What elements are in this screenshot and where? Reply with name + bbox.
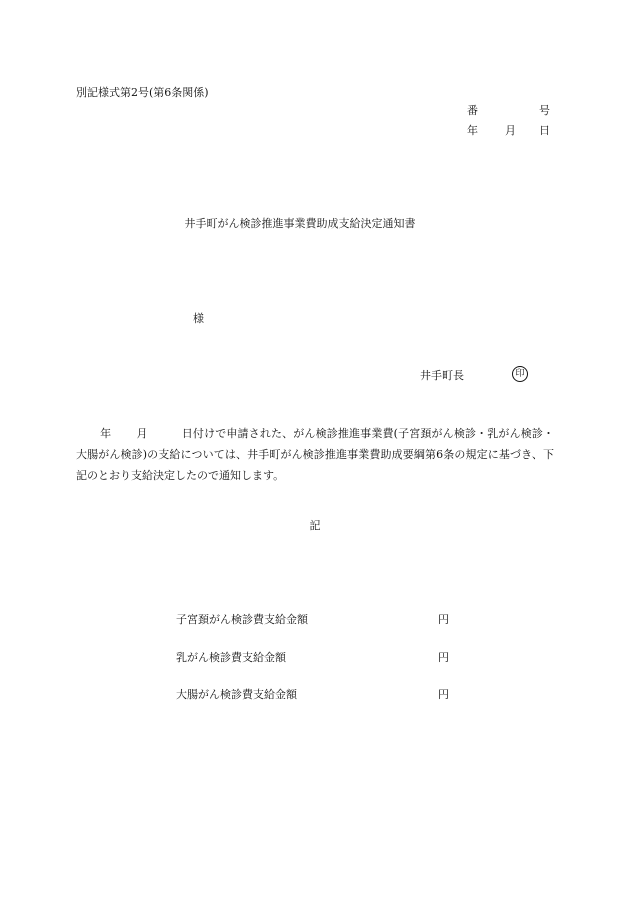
recipient-honorific: 様 — [193, 312, 204, 325]
body-text: 日付けで申請された、がん検診推進事業費(子宮頚がん検診・乳がん検診・大腸がん検診)の支給については、井手町がん検診推進事業費助成要綱第6条の規定に基づき、下記のとおり支給決定したので通知します。 — [76, 427, 555, 482]
amount-label-breast: 乳がん検診費支給金額 — [176, 651, 286, 664]
form-number-label: 別記様式第2号(第6条関係) — [76, 86, 209, 99]
body-year: 年 — [100, 427, 112, 440]
number-label: 番 — [467, 104, 478, 117]
amount-unit-colorectal: 円 — [438, 688, 449, 701]
amount-unit-cervical: 円 — [438, 613, 449, 626]
seal-icon: 印 — [512, 366, 528, 382]
ki-heading: 記 — [309, 519, 321, 532]
document-title: 井手町がん検診推進事業費助成支給決定通知書 — [184, 217, 416, 230]
amount-label-cervical: 子宮頚がん検診費支給金額 — [176, 613, 308, 626]
notice-body — [76, 423, 554, 486]
amount-label-colorectal: 大腸がん検診費支給金額 — [176, 688, 297, 701]
date-year: 年 — [467, 124, 478, 137]
body-month: 月 — [136, 427, 148, 440]
issuer-name: 井手町長 — [420, 369, 464, 382]
number-suffix: 号 — [539, 104, 550, 117]
date-day: 日 — [539, 124, 550, 137]
date-month: 月 — [505, 124, 516, 137]
amount-unit-breast: 円 — [438, 651, 449, 664]
